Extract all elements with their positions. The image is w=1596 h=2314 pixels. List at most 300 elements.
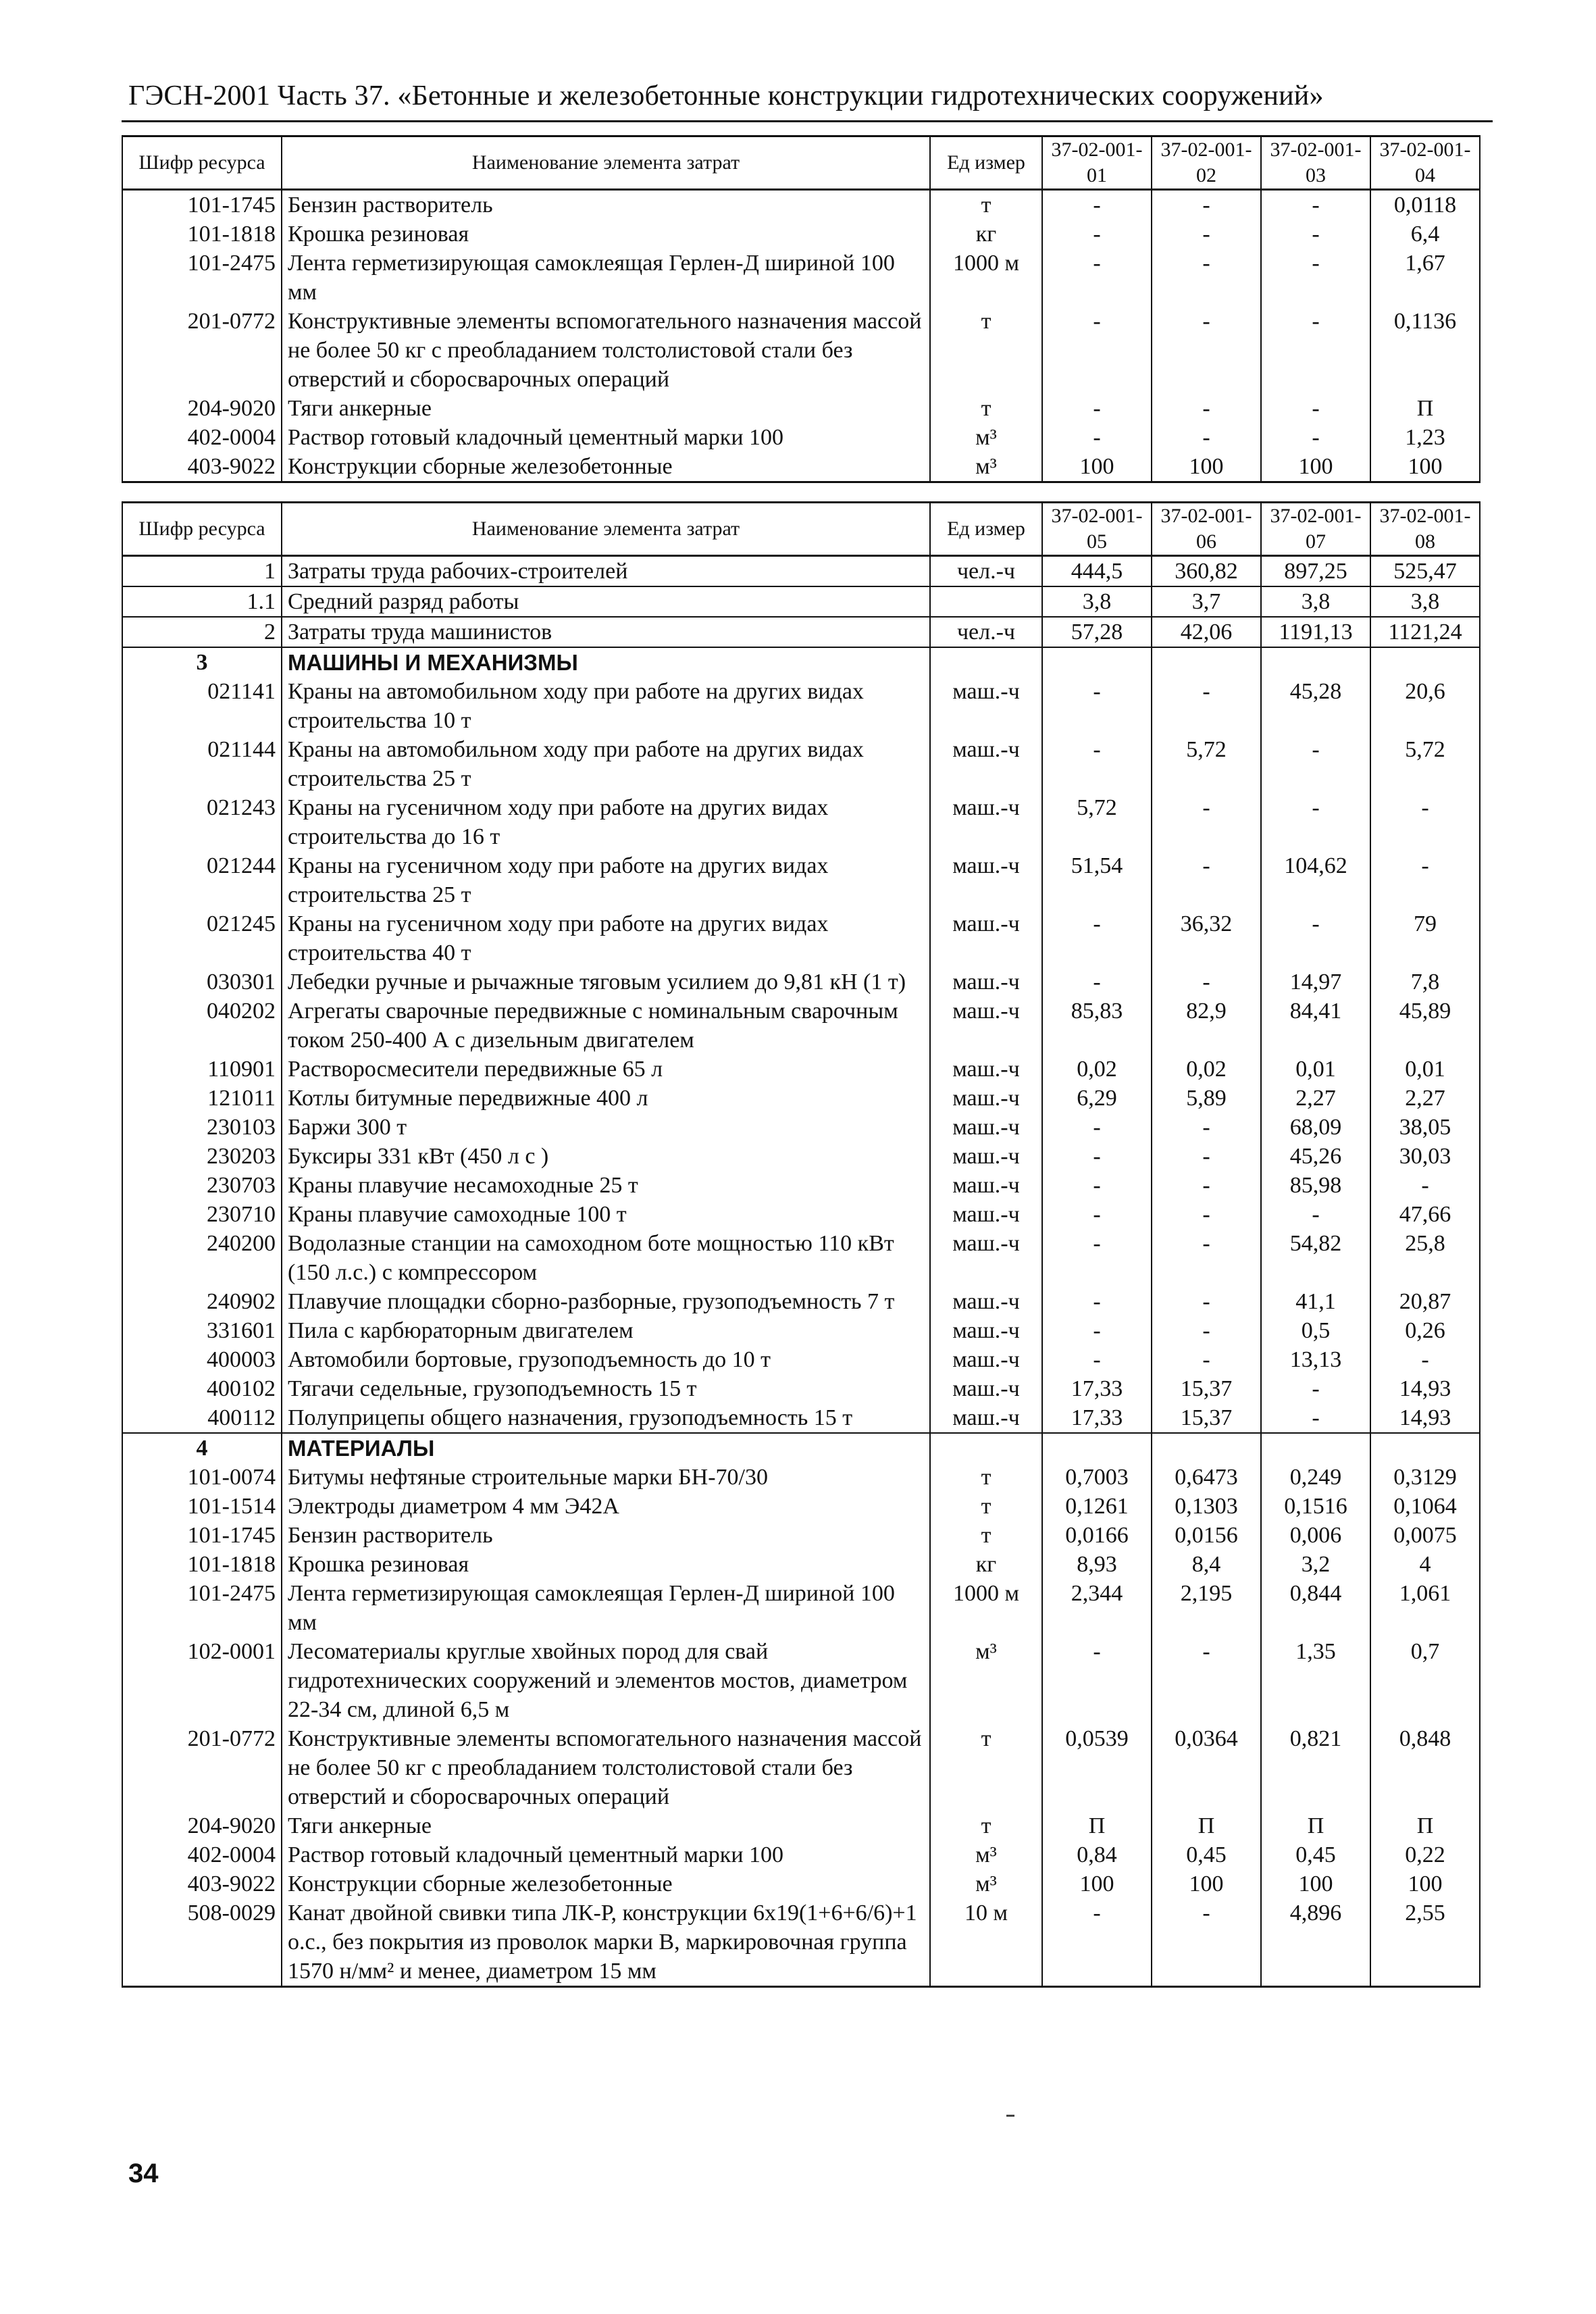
table-row — [122, 617, 1480, 647]
value-cell: - — [1042, 220, 1152, 249]
unit-cell: маш.-ч — [930, 1055, 1042, 1084]
table-row — [122, 1811, 1480, 1840]
unit-cell: маш.-ч — [930, 1200, 1042, 1229]
table-row — [122, 249, 1480, 307]
value-cell: - — [1261, 735, 1370, 793]
resource-code-cell: 400112 — [122, 1403, 282, 1433]
unit-cell: маш.-ч — [930, 1403, 1042, 1433]
value-cell — [1152, 1433, 1261, 1463]
header-rule — [122, 120, 1493, 122]
value-cell: 0,1064 — [1370, 1492, 1480, 1521]
value-cell: - — [1152, 423, 1261, 452]
value-cell: 0,0118 — [1370, 190, 1480, 220]
resource-name-cell: Краны на гусеничном ходу при работе на других видах строительства 25 т — [282, 851, 930, 909]
unit-cell: маш.-ч — [930, 793, 1042, 851]
value-cell: - — [1042, 735, 1152, 793]
table-row — [122, 1142, 1480, 1171]
value-cell: 47,66 — [1370, 1200, 1480, 1229]
value-cell: 0,84 — [1042, 1840, 1152, 1869]
value-cell: 100 — [1152, 452, 1261, 482]
value-cell: - — [1261, 190, 1370, 220]
resource-name-cell: Краны плавучие самоходные 100 т — [282, 1200, 930, 1229]
value-cell: 0,02 — [1042, 1055, 1152, 1084]
resource-name-cell: Крошка резиновая — [282, 1550, 930, 1579]
value-cell: - — [1152, 1637, 1261, 1724]
value-cell: - — [1370, 793, 1480, 851]
value-cell: - — [1152, 1287, 1261, 1316]
resource-name-cell: Лебедки ручные и рычажные тяговым усилием до 9,81 кН (1 т) — [282, 967, 930, 997]
value-cell: 0,006 — [1261, 1521, 1370, 1550]
page-number: 34 — [128, 2159, 159, 2188]
resource-name-cell: Баржи 300 т — [282, 1113, 930, 1142]
table-row — [122, 1463, 1480, 1492]
table-row — [122, 1287, 1480, 1316]
resource-code-cell: 101-1745 — [122, 190, 282, 220]
value-cell: 15,37 — [1152, 1374, 1261, 1403]
value-cell: - — [1042, 1287, 1152, 1316]
value-cell: - — [1042, 1898, 1152, 1987]
col-header-norm-6: 37-02-001-06 — [1152, 503, 1261, 556]
unit-cell: т — [930, 1521, 1042, 1550]
value-cell: 100 — [1042, 1869, 1152, 1898]
col-header-norm-4: 37-02-001-04 — [1370, 136, 1480, 190]
resource-code-cell: 403-9022 — [122, 1869, 282, 1898]
value-cell: 0,01 — [1370, 1055, 1480, 1084]
value-cell: 68,09 — [1261, 1113, 1370, 1142]
table-row — [122, 1374, 1480, 1403]
resource-code-cell: 102-0001 — [122, 1637, 282, 1724]
resource-name-cell: Агрегаты сварочные передвижные с номинальным сварочным током 250-400 А с дизельным двигателем — [282, 997, 930, 1055]
value-cell: - — [1152, 249, 1261, 307]
table-row — [122, 1898, 1480, 1987]
value-cell: 1,35 — [1261, 1637, 1370, 1724]
resource-name-cell: Тягачи седельные, грузоподъемность 15 т — [282, 1374, 930, 1403]
resource-name-cell: Битумы нефтяные строительные марки БН-70/30 — [282, 1463, 930, 1492]
value-cell: 0,249 — [1261, 1463, 1370, 1492]
unit-cell: кг — [930, 220, 1042, 249]
resource-code-cell: 400102 — [122, 1374, 282, 1403]
unit-cell: маш.-ч — [930, 1374, 1042, 1403]
value-cell: 100 — [1261, 452, 1370, 482]
value-cell: 57,28 — [1042, 617, 1152, 647]
resource-name-cell: Тяги анкерные — [282, 1811, 930, 1840]
table-row — [122, 1521, 1480, 1550]
resource-code-cell: 101-1818 — [122, 220, 282, 249]
resource-code-cell: 230203 — [122, 1142, 282, 1171]
value-cell: 13,13 — [1261, 1345, 1370, 1374]
unit-cell: маш.-ч — [930, 1287, 1042, 1316]
resource-name-cell: Буксиры 331 кВт (450 л с ) — [282, 1142, 930, 1171]
value-cell: - — [1261, 423, 1370, 452]
resource-table-main — [122, 501, 1481, 1988]
unit-cell: т — [930, 1492, 1042, 1521]
resource-name-cell: Крошка резиновая — [282, 220, 930, 249]
value-cell: П — [1370, 1811, 1480, 1840]
resource-code-cell: 204-9020 — [122, 394, 282, 423]
resource-name-cell: Плавучие площадки сборно-разборные, грузоподъемность 7 т — [282, 1287, 930, 1316]
value-cell: 897,25 — [1261, 556, 1370, 587]
col-header-norm-8: 37-02-001-08 — [1370, 503, 1480, 556]
unit-cell: кг — [930, 1550, 1042, 1579]
resource-code-cell: 201-0772 — [122, 1724, 282, 1811]
value-cell: 0,7003 — [1042, 1463, 1152, 1492]
value-cell: 3,8 — [1042, 586, 1152, 617]
value-cell: 8,4 — [1152, 1550, 1261, 1579]
resource-name-cell: Конструктивные элементы вспомогательного назначения массой не более 50 кг с преобладанием толстолистовой стали без отверстий и сборосварочных операций — [282, 1724, 930, 1811]
unit-cell — [930, 647, 1042, 677]
value-cell: 1,23 — [1370, 423, 1480, 452]
value-cell: - — [1261, 1200, 1370, 1229]
value-cell: 0,1516 — [1261, 1492, 1370, 1521]
value-cell: 25,8 — [1370, 1229, 1480, 1287]
resource-code-cell: 4 — [122, 1433, 282, 1463]
value-cell: 0,0075 — [1370, 1521, 1480, 1550]
value-cell: - — [1152, 1898, 1261, 1987]
value-cell: - — [1042, 394, 1152, 423]
resource-code-cell: 230710 — [122, 1200, 282, 1229]
table-row — [122, 394, 1480, 423]
unit-cell: чел.-ч — [930, 556, 1042, 587]
value-cell: 84,41 — [1261, 997, 1370, 1055]
unit-cell: т — [930, 394, 1042, 423]
table-row — [122, 1637, 1480, 1724]
value-cell: - — [1261, 220, 1370, 249]
resource-code-cell: 331601 — [122, 1316, 282, 1345]
value-cell: 45,28 — [1261, 677, 1370, 735]
col-header-unit: Ед измер — [930, 136, 1042, 190]
table-row — [122, 1550, 1480, 1579]
resource-code-cell: 101-1818 — [122, 1550, 282, 1579]
col-header-unit: Ед измер — [930, 503, 1042, 556]
table-row — [122, 190, 1480, 220]
unit-cell: 1000 м — [930, 249, 1042, 307]
table-row — [122, 967, 1480, 997]
table-row — [122, 556, 1480, 587]
table-row — [122, 452, 1480, 482]
resource-code-cell: 402-0004 — [122, 423, 282, 452]
value-cell: - — [1152, 793, 1261, 851]
resource-name-cell: Лента герметизирующая самоклеящая Герлен-Д шириной 100 мм — [282, 249, 930, 307]
value-cell: 51,54 — [1042, 851, 1152, 909]
value-cell: 5,72 — [1042, 793, 1152, 851]
value-cell: 5,89 — [1152, 1084, 1261, 1113]
value-cell: 41,1 — [1261, 1287, 1370, 1316]
value-cell: 2,195 — [1152, 1579, 1261, 1637]
value-cell: 1,67 — [1370, 249, 1480, 307]
value-cell: - — [1152, 967, 1261, 997]
value-cell: - — [1152, 677, 1261, 735]
table-row — [122, 1316, 1480, 1345]
table-row — [122, 1724, 1480, 1811]
resource-code-cell: 402-0004 — [122, 1840, 282, 1869]
resource-code-cell: 230103 — [122, 1113, 282, 1142]
value-cell: 79 — [1370, 909, 1480, 967]
value-cell: - — [1152, 220, 1261, 249]
col-header-name: Наименование элемента затрат — [282, 503, 930, 556]
value-cell: 4,896 — [1261, 1898, 1370, 1987]
value-cell: 14,97 — [1261, 967, 1370, 997]
resource-name-cell: Растворосмесители передвижные 65 л — [282, 1055, 930, 1084]
value-cell: 8,93 — [1042, 1550, 1152, 1579]
resource-code-cell: 021244 — [122, 851, 282, 909]
value-cell: 20,6 — [1370, 677, 1480, 735]
col-header-norm-5: 37-02-001-05 — [1042, 503, 1152, 556]
value-cell: 3,8 — [1370, 586, 1480, 617]
value-cell: 100 — [1370, 1869, 1480, 1898]
value-cell: 45,26 — [1261, 1142, 1370, 1171]
value-cell: - — [1152, 307, 1261, 394]
value-cell: 0,0156 — [1152, 1521, 1261, 1550]
table-row — [122, 1579, 1480, 1637]
value-cell: 0,5 — [1261, 1316, 1370, 1345]
resource-name-cell: Автомобили бортовые, грузоподъемность до 10 т — [282, 1345, 930, 1374]
value-cell: 6,4 — [1370, 220, 1480, 249]
value-cell: 0,45 — [1261, 1840, 1370, 1869]
value-cell: 5,72 — [1370, 735, 1480, 793]
unit-cell: т — [930, 190, 1042, 220]
value-cell: 2,27 — [1261, 1084, 1370, 1113]
value-cell: 104,62 — [1261, 851, 1370, 909]
resource-code-cell: 101-2475 — [122, 249, 282, 307]
col-header-norm-1: 37-02-001-01 — [1042, 136, 1152, 190]
value-cell: 0,844 — [1261, 1579, 1370, 1637]
unit-cell: маш.-ч — [930, 909, 1042, 967]
table-row — [122, 677, 1480, 735]
resource-name-cell: Полуприцепы общего назначения, грузоподъемность 15 т — [282, 1403, 930, 1433]
value-cell: - — [1261, 394, 1370, 423]
resource-name-cell: Затраты труда рабочих-строителей — [282, 556, 930, 587]
value-cell: - — [1042, 1113, 1152, 1142]
stray-dash-mark — [1006, 2115, 1014, 2117]
resource-name-cell: Краны на автомобильном ходу при работе на других видах строительства 10 т — [282, 677, 930, 735]
resource-code-cell: 230703 — [122, 1171, 282, 1200]
value-cell: - — [1370, 851, 1480, 909]
value-cell: - — [1042, 1316, 1152, 1345]
unit-cell: 1000 м — [930, 1579, 1042, 1637]
resource-code-cell: 1.1 — [122, 586, 282, 617]
table-row — [122, 1200, 1480, 1229]
resource-code-cell: 040202 — [122, 997, 282, 1055]
resource-name-cell: Лента герметизирующая самоклеящая Герлен-Д шириной 100 мм — [282, 1579, 930, 1637]
resource-code-cell: 101-1514 — [122, 1492, 282, 1521]
resource-code-cell: 3 — [122, 647, 282, 677]
table-row — [122, 1055, 1480, 1084]
unit-cell: 10 м — [930, 1898, 1042, 1987]
unit-cell — [930, 1433, 1042, 1463]
value-cell: 3,2 — [1261, 1550, 1370, 1579]
value-cell: - — [1152, 851, 1261, 909]
value-cell: - — [1261, 1403, 1370, 1433]
value-cell — [1261, 647, 1370, 677]
resource-name-cell: Бензин растворитель — [282, 1521, 930, 1550]
value-cell: 1,061 — [1370, 1579, 1480, 1637]
value-cell: - — [1261, 1374, 1370, 1403]
value-cell: - — [1152, 1345, 1261, 1374]
value-cell: 0,6473 — [1152, 1463, 1261, 1492]
value-cell: 0,45 — [1152, 1840, 1261, 1869]
value-cell: 0,3129 — [1370, 1463, 1480, 1492]
unit-cell: маш.-ч — [930, 1345, 1042, 1374]
unit-cell: маш.-ч — [930, 1113, 1042, 1142]
value-cell: П — [1152, 1811, 1261, 1840]
value-cell: 20,87 — [1370, 1287, 1480, 1316]
resource-name-cell: МАТЕРИАЛЫ — [282, 1433, 930, 1463]
unit-cell: маш.-ч — [930, 851, 1042, 909]
value-cell: - — [1042, 909, 1152, 967]
table-header-row — [122, 136, 1480, 190]
unit-cell: м³ — [930, 423, 1042, 452]
resource-code-cell: 508-0029 — [122, 1898, 282, 1987]
table-row — [122, 851, 1480, 909]
value-cell: - — [1261, 909, 1370, 967]
resource-code-cell: 101-1745 — [122, 1521, 282, 1550]
resource-table-top — [122, 135, 1481, 483]
resource-name-cell: МАШИНЫ И МЕХАНИЗМЫ — [282, 647, 930, 677]
value-cell — [1042, 1433, 1152, 1463]
value-cell: 2,344 — [1042, 1579, 1152, 1637]
unit-cell: м³ — [930, 1637, 1042, 1724]
resource-code-cell: 021141 — [122, 677, 282, 735]
value-cell: - — [1042, 1200, 1152, 1229]
value-cell: - — [1152, 1229, 1261, 1287]
unit-cell — [930, 586, 1042, 617]
value-cell: 4 — [1370, 1550, 1480, 1579]
value-cell: 100 — [1261, 1869, 1370, 1898]
value-cell: 6,29 — [1042, 1084, 1152, 1113]
value-cell: 0,26 — [1370, 1316, 1480, 1345]
resource-name-cell: Пила с карбюраторным двигателем — [282, 1316, 930, 1345]
value-cell — [1042, 647, 1152, 677]
unit-cell: м³ — [930, 1840, 1042, 1869]
table-row — [122, 307, 1480, 394]
value-cell: 444,5 — [1042, 556, 1152, 587]
unit-cell: маш.-ч — [930, 735, 1042, 793]
resource-code-cell: 101-0074 — [122, 1463, 282, 1492]
resource-code-cell: 2 — [122, 617, 282, 647]
value-cell: 100 — [1370, 452, 1480, 482]
resource-name-cell: Электроды диаметром 4 мм Э42А — [282, 1492, 930, 1521]
value-cell: 14,93 — [1370, 1403, 1480, 1433]
resource-name-cell: Котлы битумные передвижные 400 л — [282, 1084, 930, 1113]
unit-cell: маш.-ч — [930, 1229, 1042, 1287]
value-cell: 0,02 — [1152, 1055, 1261, 1084]
unit-cell: м³ — [930, 452, 1042, 482]
value-cell: 1121,24 — [1370, 617, 1480, 647]
resource-code-cell: 030301 — [122, 967, 282, 997]
value-cell: 0,1303 — [1152, 1492, 1261, 1521]
value-cell: - — [1042, 1171, 1152, 1200]
value-cell: 36,32 — [1152, 909, 1261, 967]
value-cell: 525,47 — [1370, 556, 1480, 587]
table-row — [122, 423, 1480, 452]
section-row — [122, 1433, 1480, 1463]
resource-name-cell: Раствор готовый кладочный цементный марки 100 — [282, 1840, 930, 1869]
value-cell: - — [1042, 677, 1152, 735]
value-cell: 85,98 — [1261, 1171, 1370, 1200]
value-cell: - — [1370, 1171, 1480, 1200]
resource-code-cell: 021144 — [122, 735, 282, 793]
table-row — [122, 1229, 1480, 1287]
value-cell — [1152, 647, 1261, 677]
value-cell: 360,82 — [1152, 556, 1261, 587]
unit-cell: маш.-ч — [930, 1084, 1042, 1113]
unit-cell: т — [930, 1724, 1042, 1811]
value-cell: 0,0166 — [1042, 1521, 1152, 1550]
value-cell: - — [1261, 249, 1370, 307]
resource-code-cell: 021243 — [122, 793, 282, 851]
table-row — [122, 1113, 1480, 1142]
resource-name-cell: Тяги анкерные — [282, 394, 930, 423]
value-cell: 3,7 — [1152, 586, 1261, 617]
table-header-row — [122, 503, 1480, 556]
value-cell: 0,848 — [1370, 1724, 1480, 1811]
value-cell: 0,1136 — [1370, 307, 1480, 394]
page-header: ГЭСН-2001 Часть 37. «Бетонные и железобетонные конструкции гидротехнических сооружений» — [128, 80, 1324, 111]
value-cell: 0,821 — [1261, 1724, 1370, 1811]
value-cell: 82,9 — [1152, 997, 1261, 1055]
table-row — [122, 909, 1480, 967]
value-cell: - — [1042, 307, 1152, 394]
table-row — [122, 1492, 1480, 1521]
value-cell: - — [1261, 793, 1370, 851]
resource-name-cell: Краны на гусеничном ходу при работе на других видах строительства до 16 т — [282, 793, 930, 851]
table-row — [122, 1840, 1480, 1869]
value-cell: 15,37 — [1152, 1403, 1261, 1433]
resource-code-cell: 403-9022 — [122, 452, 282, 482]
section-row — [122, 647, 1480, 677]
value-cell: - — [1042, 967, 1152, 997]
value-cell: 5,72 — [1152, 735, 1261, 793]
unit-cell: м³ — [930, 1869, 1042, 1898]
value-cell: 2,27 — [1370, 1084, 1480, 1113]
table-row — [122, 220, 1480, 249]
value-cell: 1191,13 — [1261, 617, 1370, 647]
resource-name-cell: Лесоматериалы круглые хвойных пород для свай гидротехнических сооружений и элементов мостов, диаметром 22-34 см, длиной 6,5 м — [282, 1637, 930, 1724]
value-cell: - — [1042, 1229, 1152, 1287]
value-cell: - — [1152, 394, 1261, 423]
value-cell: 0,1261 — [1042, 1492, 1152, 1521]
resource-name-cell: Затраты труда машинистов — [282, 617, 930, 647]
col-header-norm-2: 37-02-001-02 — [1152, 136, 1261, 190]
value-cell: - — [1042, 249, 1152, 307]
value-cell: 45,89 — [1370, 997, 1480, 1055]
table-row — [122, 1084, 1480, 1113]
table-row — [122, 997, 1480, 1055]
unit-cell: т — [930, 1463, 1042, 1492]
resource-code-cell: 101-2475 — [122, 1579, 282, 1637]
table-row — [122, 1403, 1480, 1433]
resource-code-cell: 121011 — [122, 1084, 282, 1113]
unit-cell: маш.-ч — [930, 1316, 1042, 1345]
value-cell: - — [1042, 190, 1152, 220]
value-cell: 0,0539 — [1042, 1724, 1152, 1811]
value-cell: 100 — [1152, 1869, 1261, 1898]
value-cell: 85,83 — [1042, 997, 1152, 1055]
value-cell: 54,82 — [1261, 1229, 1370, 1287]
resource-name-cell: Водолазные станции на самоходном боте мощностью 110 кВт (150 л.с.) с компрессором — [282, 1229, 930, 1287]
table-row — [122, 735, 1480, 793]
resource-name-cell: Краны на гусеничном ходу при работе на других видах строительства 40 т — [282, 909, 930, 967]
col-header-norm-3: 37-02-001-03 — [1261, 136, 1370, 190]
table-body-main — [122, 556, 1480, 1987]
table-row — [122, 1171, 1480, 1200]
unit-cell: т — [930, 307, 1042, 394]
value-cell — [1261, 1433, 1370, 1463]
resource-code-cell: 240200 — [122, 1229, 282, 1287]
value-cell: - — [1152, 1113, 1261, 1142]
value-cell: 14,93 — [1370, 1374, 1480, 1403]
value-cell: - — [1152, 1316, 1261, 1345]
